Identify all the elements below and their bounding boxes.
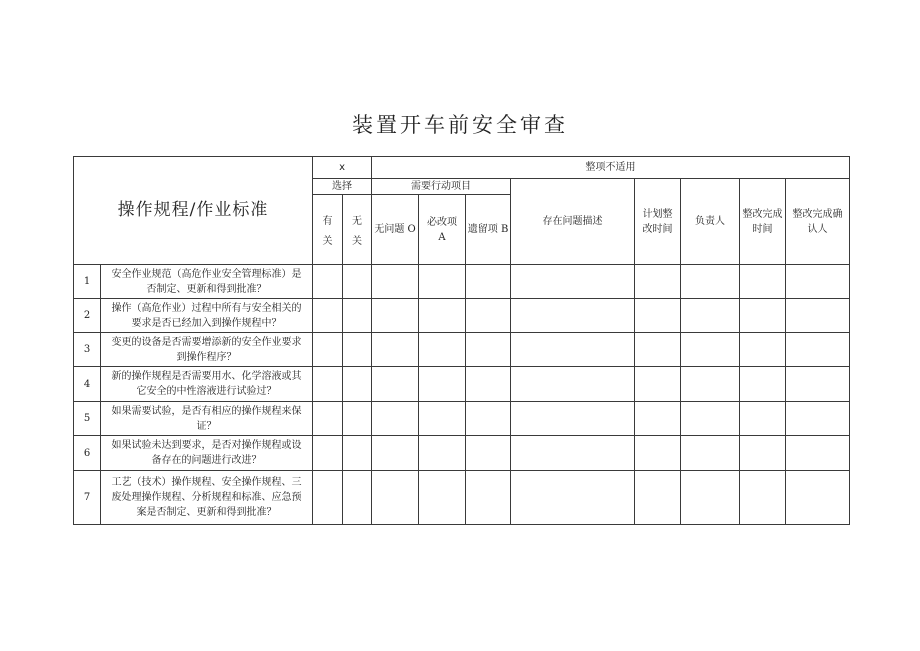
cell-leftover[interactable] — [466, 265, 511, 299]
cell-problem-description[interactable] — [511, 436, 635, 471]
cell-leftover[interactable] — [466, 402, 511, 436]
cell-plan-time[interactable] — [635, 471, 681, 525]
cell-owner[interactable] — [681, 333, 740, 367]
action-items-label: 需要行动项目 — [372, 179, 511, 195]
table-row — [74, 367, 850, 402]
not-applicable-label: 整项不适用 — [372, 157, 850, 179]
cell-confirm-person[interactable] — [786, 299, 850, 333]
cell-owner[interactable] — [681, 299, 740, 333]
cell-leftover[interactable] — [466, 333, 511, 367]
cell-confirm-person[interactable] — [786, 265, 850, 299]
cell-must-fix[interactable] — [419, 402, 466, 436]
relevant-header: 有 关 — [313, 195, 343, 265]
table-row — [74, 299, 850, 333]
cell-must-fix[interactable] — [419, 265, 466, 299]
table-row — [74, 402, 850, 436]
cell-confirm-person[interactable] — [786, 471, 850, 525]
row-number: 4 — [74, 367, 101, 402]
question-text: 工艺（技术）操作规程、安全操作规程、三 废处理操作规程、分析规程和标准、应急预 案是否制定、更新和得到批准？ — [101, 471, 313, 525]
question-text: 变更的设备是否需要增添新的安全作业要求 到操作程序？ — [101, 333, 313, 367]
cell-problem-description[interactable] — [511, 402, 635, 436]
cell-leftover[interactable] — [466, 299, 511, 333]
problem-description-header: 存在问题描述 — [511, 179, 635, 265]
cell-done-time[interactable] — [740, 402, 786, 436]
cell-plan-time[interactable] — [635, 265, 681, 299]
cell-confirm-person[interactable] — [786, 333, 850, 367]
cell-no-problem[interactable] — [372, 299, 419, 333]
cell-no-problem[interactable] — [372, 436, 419, 471]
question-text: 安全作业规范（高危作业安全管理标准）是 否制定、更新和得到批准？ — [101, 265, 313, 299]
row-number: 3 — [74, 333, 101, 367]
cell-leftover[interactable] — [466, 471, 511, 525]
cell-done-time[interactable] — [740, 333, 786, 367]
table-row — [74, 471, 850, 525]
cell-owner[interactable] — [681, 402, 740, 436]
cell-relevant[interactable] — [313, 299, 343, 333]
cell-owner[interactable] — [681, 367, 740, 402]
cell-no-problem[interactable] — [372, 265, 419, 299]
cell-must-fix[interactable] — [419, 471, 466, 525]
page-title: 装置开车前安全审查 — [352, 113, 568, 137]
cell-done-time[interactable] — [740, 367, 786, 402]
cell-leftover[interactable] — [466, 367, 511, 402]
cell-plan-time[interactable] — [635, 333, 681, 367]
cell-problem-description[interactable] — [511, 299, 635, 333]
row-number: 6 — [74, 436, 101, 471]
cell-relevant[interactable] — [313, 265, 343, 299]
cell-plan-time[interactable] — [635, 436, 681, 471]
irrelevant-header: 无 关 — [343, 195, 372, 265]
cell-irrelevant[interactable] — [343, 299, 372, 333]
cell-irrelevant[interactable] — [343, 265, 372, 299]
cell-must-fix[interactable] — [419, 367, 466, 402]
cell-relevant[interactable] — [313, 333, 343, 367]
table-row — [74, 333, 850, 367]
cell-irrelevant[interactable] — [343, 333, 372, 367]
question-text: 新的操作规程是否需要用水、化学溶液或其 它安全的中性溶液进行试验过？ — [101, 367, 313, 402]
cell-relevant[interactable] — [313, 402, 343, 436]
cell-plan-time[interactable] — [635, 367, 681, 402]
question-text: 操作（高危作业）过程中所有与安全相关的 要求是否已经加入到操作规程中？ — [101, 299, 313, 333]
cell-irrelevant[interactable] — [343, 367, 372, 402]
plan-time-header: 计划整 改时间 — [635, 179, 681, 265]
header-row-1 — [74, 157, 850, 179]
cell-no-problem[interactable] — [372, 402, 419, 436]
cell-confirm-person[interactable] — [786, 402, 850, 436]
done-time-header: 整改完成 时间 — [740, 179, 786, 265]
cell-irrelevant[interactable] — [343, 471, 372, 525]
cell-done-time[interactable] — [740, 265, 786, 299]
section-title: 操作规程/作业标准 — [74, 157, 313, 265]
no-problem-header: 无问题 O — [372, 195, 419, 265]
row-number: 1 — [74, 265, 101, 299]
cell-plan-time[interactable] — [635, 402, 681, 436]
table-row — [74, 436, 850, 471]
not-applicable-mark[interactable]: x — [313, 157, 372, 179]
cell-irrelevant[interactable] — [343, 436, 372, 471]
confirm-person-header: 整改完成确 认人 — [786, 179, 850, 265]
cell-relevant[interactable] — [313, 436, 343, 471]
cell-owner[interactable] — [681, 436, 740, 471]
cell-confirm-person[interactable] — [786, 436, 850, 471]
cell-problem-description[interactable] — [511, 333, 635, 367]
cell-problem-description[interactable] — [511, 471, 635, 525]
cell-owner[interactable] — [681, 471, 740, 525]
table-row — [74, 265, 850, 299]
cell-done-time[interactable] — [740, 299, 786, 333]
review-table — [73, 156, 850, 525]
cell-owner[interactable] — [681, 265, 740, 299]
cell-must-fix[interactable] — [419, 333, 466, 367]
question-text: 如果试验未达到要求，是否对操作规程或设 备存在的问题进行改进？ — [101, 436, 313, 471]
cell-no-problem[interactable] — [372, 333, 419, 367]
cell-must-fix[interactable] — [419, 436, 466, 471]
cell-problem-description[interactable] — [511, 265, 635, 299]
cell-done-time[interactable] — [740, 471, 786, 525]
must-fix-header: 必改项 A — [419, 195, 466, 265]
cell-relevant[interactable] — [313, 471, 343, 525]
choose-label: 选择 — [313, 179, 372, 195]
row-number: 7 — [74, 471, 101, 525]
owner-header: 负责人 — [681, 179, 740, 265]
cell-must-fix[interactable] — [419, 299, 466, 333]
row-number: 5 — [74, 402, 101, 436]
cell-irrelevant[interactable] — [343, 402, 372, 436]
cell-no-problem[interactable] — [372, 367, 419, 402]
cell-done-time[interactable] — [740, 436, 786, 471]
cell-plan-time[interactable] — [635, 299, 681, 333]
leftover-header: 遗留项 B — [466, 195, 511, 265]
cell-confirm-person[interactable] — [786, 367, 850, 402]
cell-problem-description[interactable] — [511, 367, 635, 402]
cell-relevant[interactable] — [313, 367, 343, 402]
question-text: 如果需要试验，是否有相应的操作规程来保 证？ — [101, 402, 313, 436]
cell-no-problem[interactable] — [372, 471, 419, 525]
cell-leftover[interactable] — [466, 436, 511, 471]
row-number: 2 — [74, 299, 101, 333]
